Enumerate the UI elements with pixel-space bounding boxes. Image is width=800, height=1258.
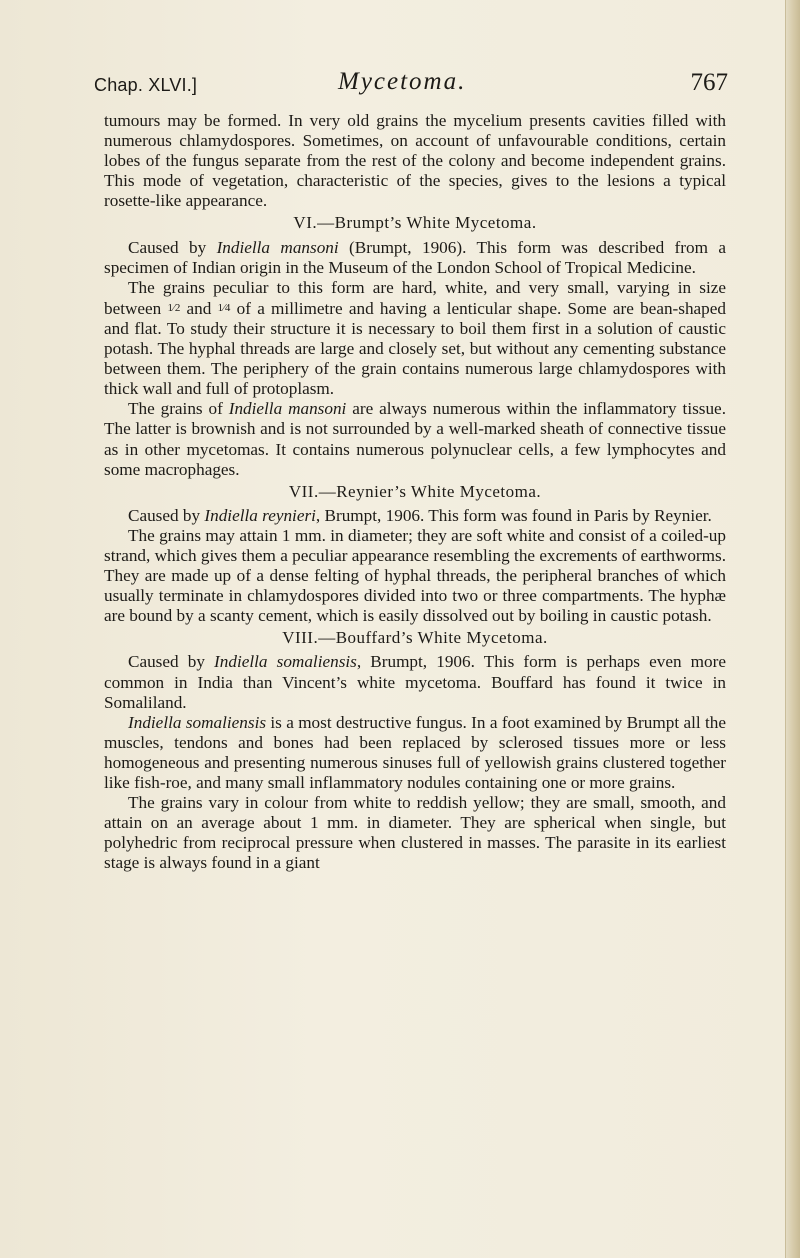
- page-header: [94, 66, 728, 100]
- paragraph-continued: tumours may be formed. In very old grains the mycelium presents cavities filled with numerous chlamydospores. Sometimes, on account of unfavourable conditions, certain lobes of the fungus separate from the rest of the colony and become independent grains. This mode of vegetation, characteristic of the species, gives to the lesions a typical rosette-like appearance.: [104, 111, 726, 211]
- section-heading-viii: VIII.—Bouffard’s White Mycetoma.: [282, 628, 548, 648]
- fraction: 1⁄2: [167, 301, 181, 314]
- page-edge: [785, 0, 800, 1258]
- section-heading-vii: VII.—Reynier’s White Mycetoma.: [288, 481, 542, 501]
- page-number: 767: [690, 69, 728, 96]
- paragraph: Indiella somaliensis is a most destructive fungus. In a foot examined by Brumpt all the muscles, tendons and bones had been replaced by sclerosed tissues more or less homogeneous and presenting numerous sinuses full of yellowish grains clustered together like fish-roe, and many small inflammatory nodules containing one or more grains.: [104, 712, 726, 792]
- paragraph: Caused by Indiella reynieri, Brumpt, 1906. This form was found in Paris by Reynier.: [128, 505, 712, 525]
- chapter-label: Chap. XLVI.]: [94, 75, 198, 95]
- species-name: Indiella reynieri: [204, 505, 316, 525]
- paragraph: The grains may attain 1 mm. in diameter; they are soft white and consist of a coiled-up strand, which gives them a peculiar appearance resembling the excrements of earthworms. They are made up of a dense felting of hyphal threads, the peripheral branches of which usually terminate in chlamydospores divided into two or three compartments. The hyphæ are bound by a scanty cement, which is easily dissolved out by boiling in caustic potash.: [104, 525, 726, 626]
- paragraph: Caused by Indiella somaliensis, Brumpt, 1906. This form is perhaps even more common in India than Vincent’s white mycetoma. Bouffard has found it twice in Somaliland.: [104, 652, 726, 712]
- section-heading-vi: VI.—Brumpt’s White Mycetoma.: [293, 213, 537, 233]
- species-name: Indiella mansoni: [228, 399, 347, 419]
- paragraph: The grains vary in colour from white to reddish yellow; they are small, smooth, and attain on an average about 1 mm. in diameter. They are spherical when single, but polyhedric from reciprocal pressure when clustered in masses. The parasite in its earliest stage is always found in a giant: [104, 793, 726, 873]
- paragraph: Caused by Indiella mansoni (Brumpt, 1906). This form was described from a specimen of Indian origin in the Museum of the London School of Tropical Medicine.: [104, 237, 726, 277]
- paragraph: The grains peculiar to this form are hard, white, and very small, varying in size between 1⁄2 and 1⁄4 of a millimetre and having a lenticular shape. Some are bean-shaped and flat. To study their structure it is necessary to boil them first in a solution of caustic potash. The hyphal threads are large and closely set, but without any cementing substance between them. The periphery of the grain contains numerous large chlamydospores with thick wall and full of protoplasm.: [104, 277, 726, 399]
- running-title: Mycetoma.: [338, 68, 467, 95]
- fraction: 1⁄4: [217, 301, 231, 314]
- species-name: Indiella mansoni: [216, 237, 339, 257]
- paragraph: The grains of Indiella mansoni are always numerous within the inflammatory tissue. The latter is brownish and is not surrounded by a well-marked sheath of connective tissue as in other mycetomas. It contains numerous polynuclear cells, a few lymphocytes and some macrophages.: [104, 399, 726, 479]
- page-body: [104, 111, 726, 873]
- species-name: Indiella somaliensis: [214, 652, 357, 672]
- species-name: Indiella somaliensis: [128, 712, 267, 732]
